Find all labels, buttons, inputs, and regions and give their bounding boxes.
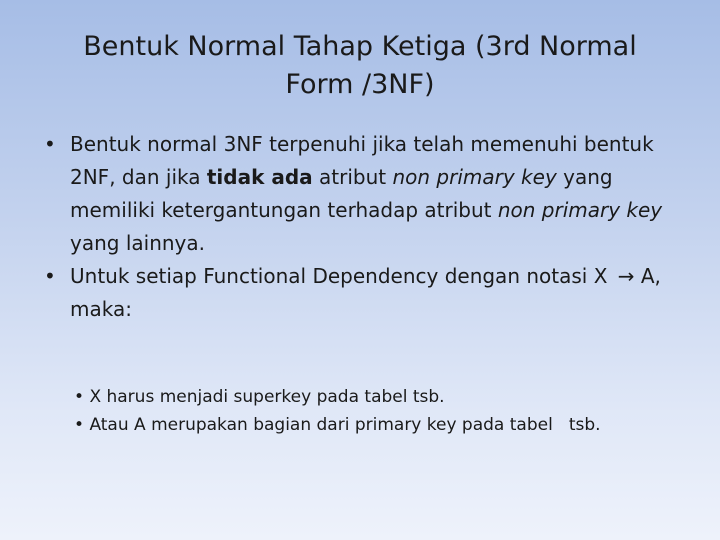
text-segment: Untuk setiap Functional Dependency dengan notasi X (70, 264, 614, 288)
slide-title-line-2: Form /3NF) (285, 69, 435, 100)
text-segment: Bentuk normal 3NF terpenuhi jika telah memenuhi bentuk 2NF, dan jika (70, 132, 654, 189)
text-segment: A, maka: (70, 264, 661, 321)
sub-item-text-end: tsb. (568, 415, 601, 435)
sub-item-primary-key (74, 411, 694, 439)
italic-text: non primary key (497, 198, 663, 222)
text-segment: yang memiliki ketergantungan terhadap atribut (70, 165, 613, 222)
sub-item-text: Atau A merupakan bagian dari primary key pada tabel (89, 415, 553, 435)
sub-item-text: X harus menjadi superkey pada tabel tsb. (89, 387, 445, 407)
sub-list (74, 383, 694, 439)
text-segment: yang lainnya. (70, 231, 205, 255)
bullet-3nf-definition (44, 128, 694, 260)
sub-bullet-marker: • (74, 415, 85, 435)
slide-body (44, 128, 694, 326)
sub-bullet-marker: • (74, 387, 85, 407)
bullet-marker: • (44, 264, 56, 288)
bullet-marker: • (44, 132, 56, 156)
bullet-text (70, 260, 694, 326)
bold-text: tidak ada (206, 165, 313, 189)
bullet-text (70, 128, 694, 260)
sub-item-superkey (74, 383, 694, 411)
text-segment: atribut (312, 165, 393, 189)
slide-title-line-1: Bentuk Normal Tahap Ketiga (3rd Normal (83, 31, 637, 62)
arrow-right-icon: → (617, 264, 635, 288)
italic-text: non primary key (392, 165, 557, 189)
bullet-functional-dependency (44, 260, 694, 326)
slide-title (36, 28, 684, 104)
